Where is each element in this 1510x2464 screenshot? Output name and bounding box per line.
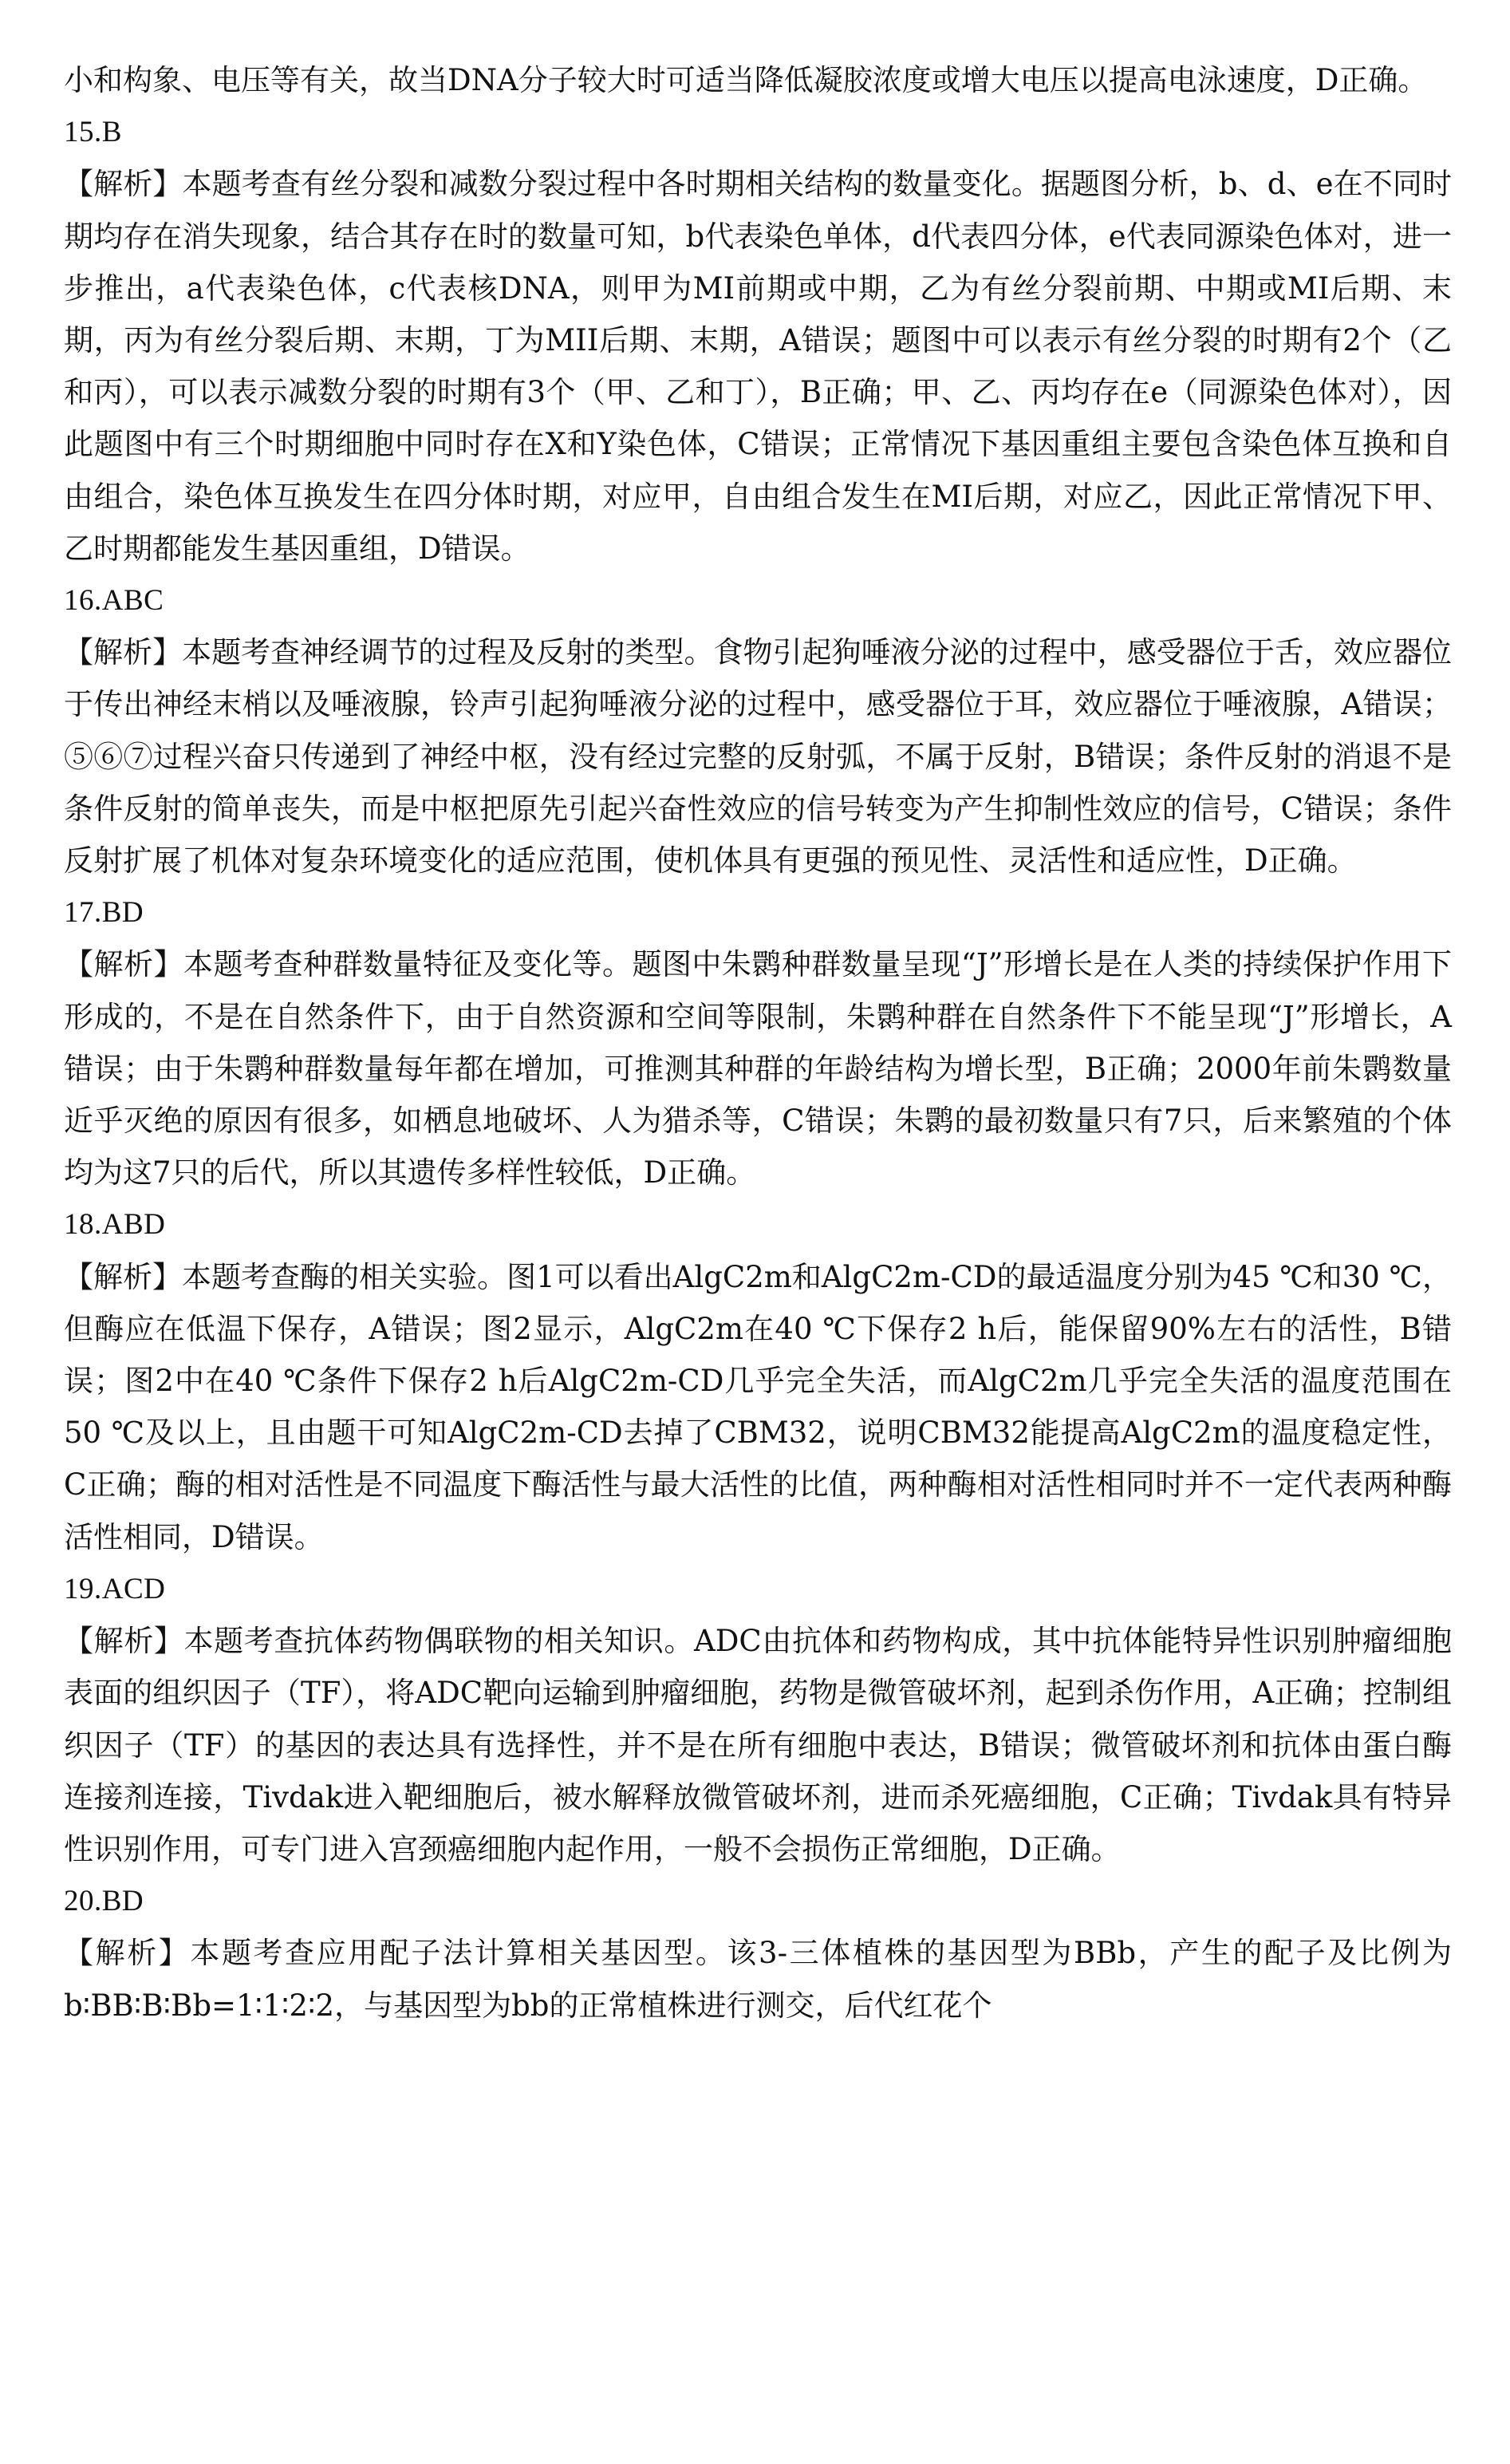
question-19	[64, 1563, 1452, 1875]
explanation-paragraph	[64, 938, 1452, 1198]
answer-line: 20.BD	[64, 1885, 144, 1918]
question-17	[64, 886, 1452, 1198]
answer-line: 19.ACD	[64, 1572, 166, 1605]
analysis-label: 【解析】	[64, 947, 183, 982]
analysis-label: 【解析】	[64, 1936, 191, 1971]
explanation-text: 本题考查酶的相关实验。图1可以看出AlgC2m和AlgC2m-CD的最适温度分别为45 ℃和30 ℃，但酶应在低温下保存，A错误；图2显示，AlgC2m在40 ℃下保存2 h后，能保留90%左右的活性，B错误；图2中在40 ℃条件下保存2 h后AlgC2m-CD几乎完全失活，而AlgC2m几乎完全失活的温度范围在50 ℃及以上，且由题干可知AlgC2m-CD去掉了CBM32，说明CBM32能提高AlgC2m的温度稳定性，C正确；酶的相对活性是不同温度下酶活性与最大活性的比值，两种酶相对活性相同时并不一定代表两种酶活性相同，D错误。	[64, 1259, 1453, 1554]
question-15	[64, 106, 1452, 575]
question-18	[64, 1198, 1452, 1562]
analysis-label: 【解析】	[64, 1259, 183, 1294]
document-page	[64, 54, 1452, 2032]
answer-line: 17.BD	[64, 896, 144, 930]
explanation-text: 本题考查应用配子法计算相关基因型。该3-三体植株的基因型为BBb，产生的配子及比例为b∶BB∶B∶Bb=1∶1∶2∶2，与基因型为bb的正常植株进行测交，后代红花个	[64, 1936, 1453, 2023]
answer-line: 18.ABD	[64, 1208, 166, 1242]
explanation-paragraph	[64, 1251, 1452, 1563]
question-20	[64, 1875, 1452, 2032]
answer-line: 16.ABC	[64, 584, 164, 618]
analysis-label: 【解析】	[64, 635, 183, 670]
question-16	[64, 575, 1452, 886]
intro-paragraph: 小和构象、电压等有关，故当DNA分子较大时可适当降低凝胶浓度或增大电压以提高电泳速度，D正确。	[64, 63, 1428, 97]
explanation-paragraph	[64, 158, 1452, 575]
explanation-text: 本题考查有丝分裂和减数分裂过程中各时期相关结构的数量变化。据题图分析，b、d、e在不同时期均存在消失现象，结合其存在时的数量可知，b代表染色单体，d代表四分体，e代表同源染色体对，进一步推出，a代表染色体，c代表核DNA，则甲为MI前期或中期，乙为有丝分裂前期、中期或MI后期、末期，丙为有丝分裂后期、末期，丁为MII后期、末期，A错误；题图中可以表示有丝分裂的时期有2个（乙和丙），可以表示减数分裂的时期有3个（甲、乙和丁），B正确；甲、乙、丙均存在e（同源染色体对），因此题图中有三个时期细胞中同时存在X和Y染色体，C错误；正常情况下基因重组主要包含染色体互换和自由组合，染色体互换发生在四分体时期，对应甲，自由组合发生在MI后期，对应乙，因此正常情况下甲、乙时期都能发生基因重组，D错误。	[64, 167, 1453, 566]
explanation-paragraph	[64, 1615, 1452, 1875]
analysis-label: 【解析】	[64, 1624, 184, 1659]
explanation-text: 本题考查种群数量特征及变化等。题图中朱鹮种群数量呈现“J”形增长是在人类的持续保护作用下形成的，不是在自然条件下，由于自然资源和空间等限制，朱鹮种群在自然条件下不能呈现“J”形增长，A错误；由于朱鹮种群数量每年都在增加，可推测其种群的年龄结构为增长型，B正确；2000年前朱鹮数量近乎灭绝的原因有很多，如栖息地破坏、人为猎杀等，C错误；朱鹮的最初数量只有7只，后来繁殖的个体均为这7只的后代，所以其遗传多样性较低，D正确。	[64, 947, 1453, 1191]
explanation-text: 本题考查神经调节的过程及反射的类型。食物引起狗唾液分泌的过程中，感受器位于舌，效应器位于传出神经末梢以及唾液腺，铃声引起狗唾液分泌的过程中，感受器位于耳，效应器位于唾液腺，A错误；⑤⑥⑦过程兴奋只传递到了神经中枢，没有经过完整的反射弧，不属于反射，B错误；条件反射的消退不是条件反射的简单丧失，而是中枢把原先引起兴奋性效应的信号转变为产生抑制性效应的信号，C错误；条件反射扩展了机体对复杂环境变化的适应范围，使机体具有更强的预见性、灵活性和适应性，D正确。	[64, 635, 1453, 879]
analysis-label: 【解析】	[64, 167, 183, 202]
explanation-paragraph	[64, 1927, 1452, 2031]
answer-line: 15.B	[64, 116, 122, 149]
explanation-text: 本题考查抗体药物偶联物的相关知识。ADC由抗体和药物构成，其中抗体能特异性识别肿瘤细胞表面的组织因子（TF），将ADC靶向运输到肿瘤细胞，药物是微管破坏剂，起到杀伤作用，A正确；控制组织因子（TF）的基因的表达具有选择性，并不是在所有细胞中表达，B错误；微管破坏剂和抗体由蛋白酶连接剂连接，Tivdak进入靶细胞后，被水解释放微管破坏剂，进而杀死癌细胞，C正确；Tivdak具有特异性识别作用，可专门进入宫颈癌细胞内起作用，一般不会损伤正常细胞，D正确。	[64, 1624, 1452, 1866]
explanation-paragraph	[64, 626, 1452, 886]
